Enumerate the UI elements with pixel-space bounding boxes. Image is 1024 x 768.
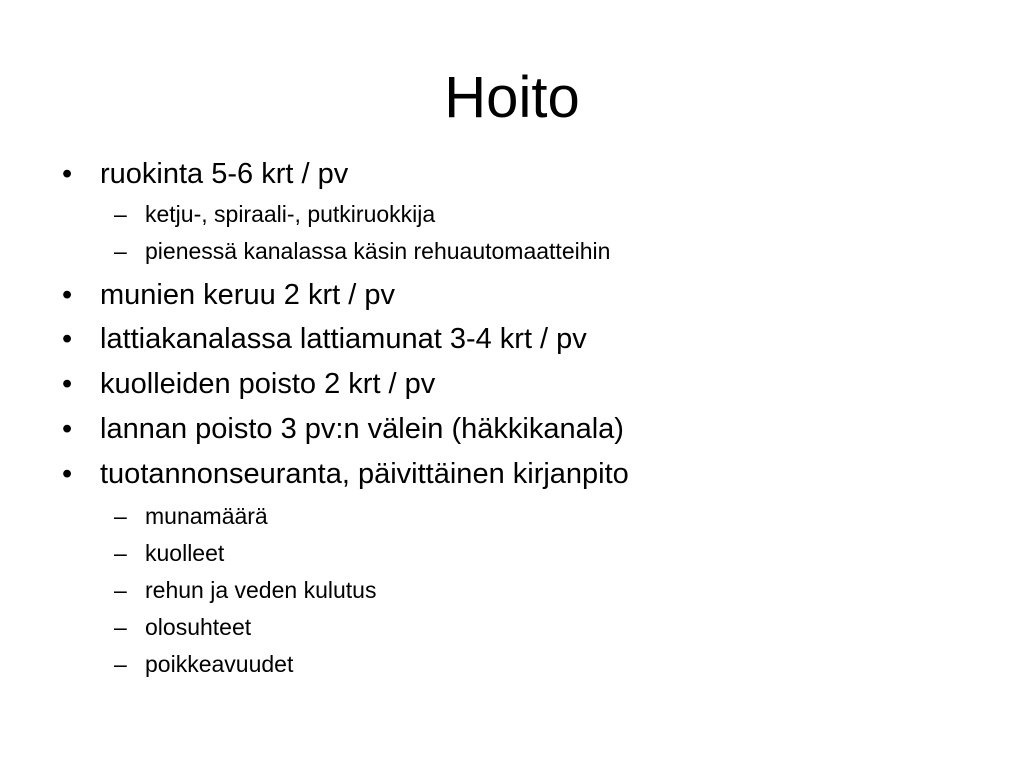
bullet-marker: •	[62, 323, 73, 355]
sub-item-text: olosuhteet	[145, 614, 252, 640]
bullet-text: lattiakanalassa lattiamunat 3-4 krt / pv	[100, 323, 587, 355]
sub-item	[114, 199, 435, 229]
bullet-item	[62, 277, 395, 313]
sub-item	[114, 501, 268, 531]
bullet-text: lannan poisto 3 pv:n välein (häkkikanala)	[100, 413, 624, 445]
bullet-text: ruokinta 5-6 krt / pv	[100, 158, 349, 190]
dash-marker: –	[114, 614, 127, 640]
sub-item-text: pienessä kanalassa käsin rehuautomaatteihin	[145, 238, 611, 264]
bullet-marker: •	[62, 279, 73, 311]
sub-item	[114, 649, 293, 679]
sub-item	[114, 612, 251, 642]
dash-marker: –	[114, 651, 127, 677]
bullet-marker: •	[62, 368, 73, 400]
dash-marker: –	[114, 577, 127, 603]
dash-marker: –	[114, 238, 127, 264]
bullet-item	[62, 411, 624, 447]
sub-item-text: poikkeavuudet	[145, 651, 294, 677]
sub-item-text: munamäärä	[145, 503, 268, 529]
sub-item-text: kuolleet	[145, 540, 225, 566]
bullet-text: munien keruu 2 krt / pv	[100, 279, 395, 311]
bullet-item	[62, 366, 435, 402]
sub-item	[114, 575, 376, 605]
dash-marker: –	[114, 540, 127, 566]
bullet-marker: •	[62, 158, 73, 190]
dash-marker: –	[114, 503, 127, 529]
dash-marker: –	[114, 201, 127, 227]
bullet-text: tuotannonseuranta, päivittäinen kirjanpito	[100, 458, 629, 490]
slide-title: Hoito	[444, 65, 580, 130]
bullet-text: kuolleiden poisto 2 krt / pv	[100, 368, 436, 400]
sub-item-text: rehun ja veden kulutus	[145, 577, 377, 603]
bullet-marker: •	[62, 413, 73, 445]
bullet-item	[62, 456, 629, 492]
bullet-item	[62, 321, 587, 357]
bullet-item	[62, 156, 348, 192]
sub-item	[114, 236, 610, 266]
sub-item	[114, 538, 224, 568]
bullet-marker: •	[62, 458, 73, 490]
sub-item-text: ketju-, spiraali-, putkiruokkija	[145, 201, 436, 227]
